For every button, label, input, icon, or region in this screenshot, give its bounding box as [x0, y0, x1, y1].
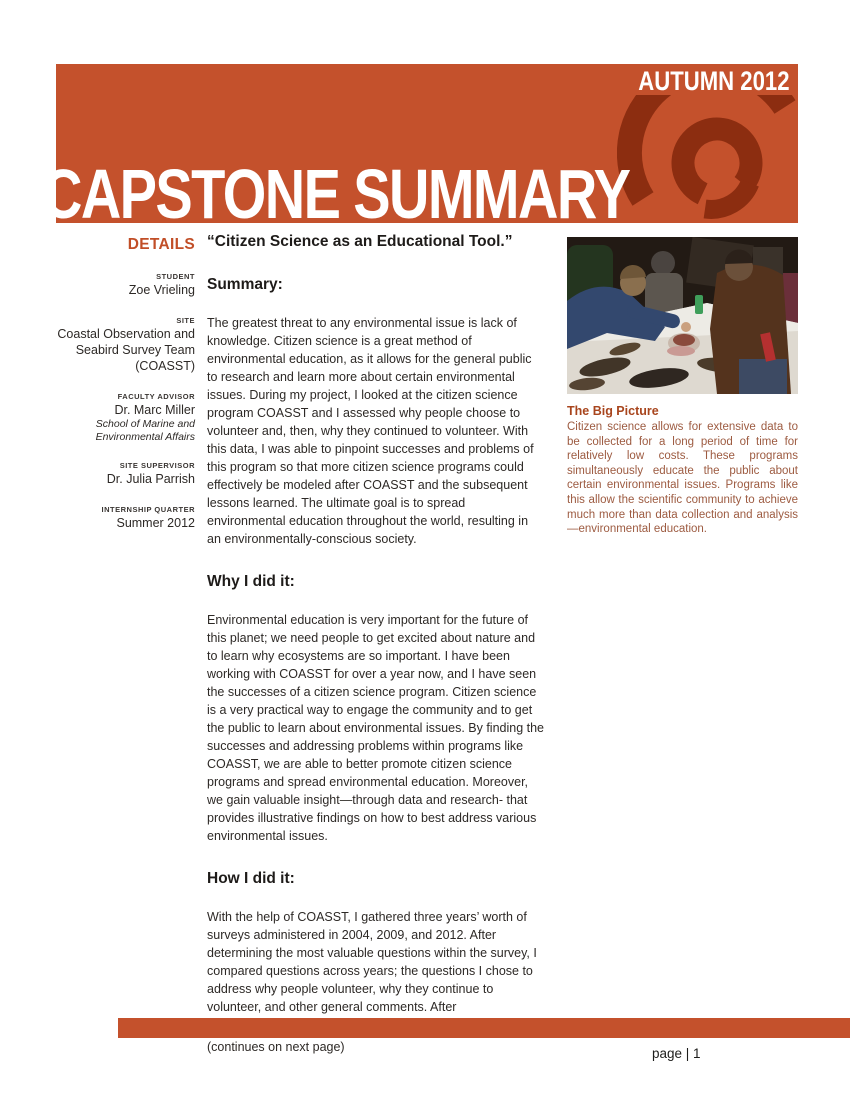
sidebar-item-note: School of Marine and Environmental Affairs	[95, 418, 195, 443]
details-sidebar	[56, 236, 195, 531]
section-heading: Summary:	[207, 276, 283, 293]
section-summary	[207, 276, 545, 548]
section-body: The greatest threat to any environmental issue is lack of knowledge. Citizen science is a great method of environmental education, as it allows for the general public to research and learn more about certain environmental issues. During my project, I looked at the citizen science program COASST and I assessed why people choose to volunteer and, then, why they continued to volunteer. With this data, I was able to pinpoint successes and problems of this program so that more citizen science programs could effectively be modeled after COASST and the subsequent lessons learned. The ultimate goal is to spread environmental education throughout the world, resulting in an environmentally-conscious society.	[207, 316, 534, 546]
sidebar-item-internship-quarter	[56, 504, 195, 531]
footer-bar	[118, 1018, 850, 1038]
sidebar-item-label: SITE SUPERVISOR	[119, 461, 195, 470]
section-heading: Why I did it:	[207, 573, 295, 590]
sidebar-item-site	[56, 315, 195, 374]
section-heading: How I did it:	[207, 870, 295, 887]
swirl-logo-icon	[617, 95, 798, 223]
sidebar-item-value: Dr. Julia Parrish	[106, 472, 195, 486]
continuation-note: (continues on next page)	[207, 1040, 345, 1054]
big-picture-text: Citizen science allows for extensive data to be collected for a long period of time for relatively low costs. These programs simultaneously educate the public about certain environmental issues. Programs like this allow the scientific community to achieve much more than data collection and analysis—environmental education.	[567, 421, 798, 536]
sidebar-item-faculty-advisor	[56, 391, 195, 443]
sidebar-item-student	[56, 271, 195, 298]
sidebar-item-value: Zoe Vrieling	[128, 283, 195, 297]
sidebar-item-site-supervisor	[56, 460, 195, 487]
section-why-i-did-it	[207, 573, 545, 845]
issue-date: AUTUMN 2012	[638, 66, 790, 96]
sidebar-item-label: INTERNSHIP QUARTER	[101, 505, 195, 514]
section-how-i-did-it	[207, 870, 545, 1016]
page-title: CAPSTONE SUMMARY	[42, 155, 630, 233]
photo-volunteers-table	[567, 237, 798, 394]
sidebar-item-value: Dr. Marc Miller	[114, 403, 195, 417]
section-body: With the help of COASST, I gathered three years’ worth of surveys administered in 2004, 2009, and 2012. After determining the most valuable questions within the survey, I compared questions across years; the questions I chose to address why people volunteer, why they continue to volunteer, and other general comments. After	[207, 910, 537, 1014]
sidebar-item-value: Summer 2012	[116, 516, 195, 530]
sidebar-item-value: Coastal Observation and Seabird Survey Team (COASST)	[57, 327, 195, 373]
sidebar-item-label: SITE	[176, 316, 195, 325]
big-picture-heading: The Big Picture	[567, 404, 659, 418]
details-heading: DETAILS	[127, 236, 195, 253]
masthead-banner	[42, 64, 798, 233]
sidebar-item-label: FACULTY ADVISOR	[117, 392, 195, 401]
section-body: Environmental education is very important for the future of this planet; we need people to get excited about nature and to learn why ecosystems are so important. I have been working with COASST for over a year now, and I have seen the successes of a citizen science program. Citizen science is a very practical way to engage the community and to get the public to learn about environmental issues. By finding the successes and addressing problems within programs like COASST, we are able to better promote citizen science programs and spread environmental education. Moreover, we gain valuable insight—through data and research- that provides illustrative findings on how to best address various environmental issues.	[207, 613, 545, 843]
page-number: page | 1	[652, 1046, 701, 1061]
sidebar-item-label: STUDENT	[156, 272, 195, 281]
article-title: “Citizen Science as an Educational Tool.”	[207, 233, 513, 250]
article-column	[207, 233, 545, 1056]
big-picture-column	[567, 237, 798, 537]
